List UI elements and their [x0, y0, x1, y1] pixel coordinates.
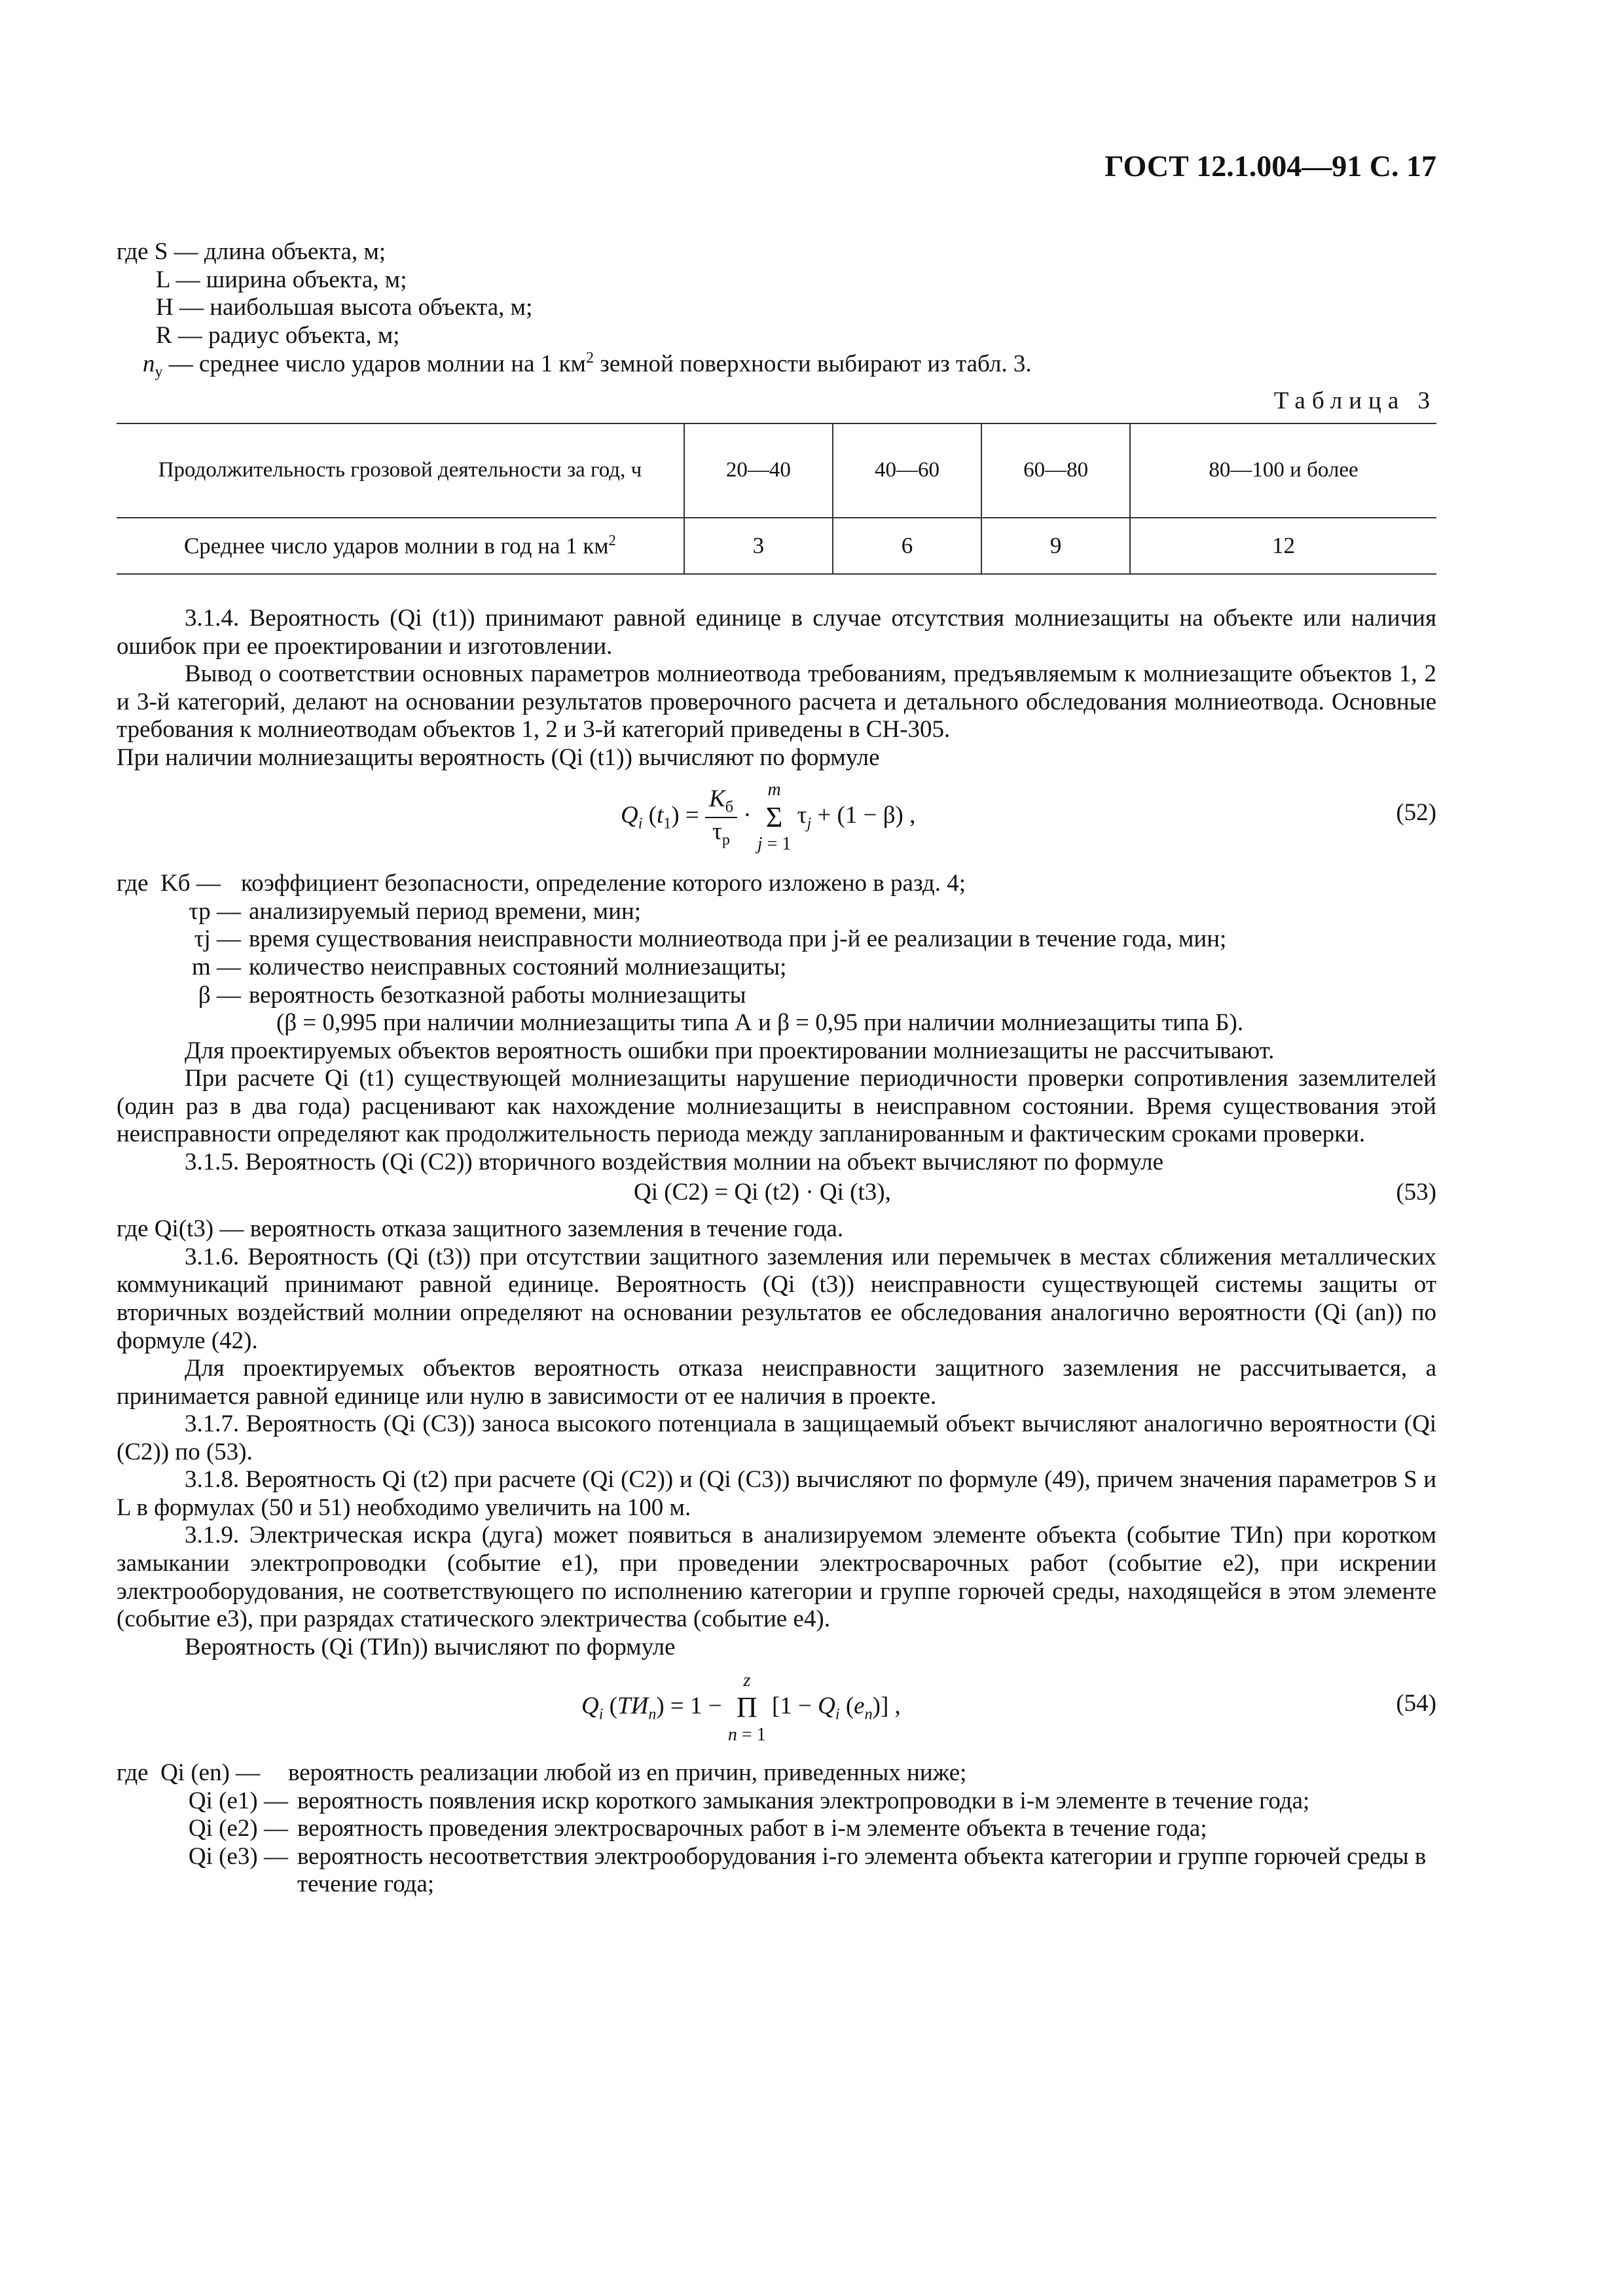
definitions-dimensions [117, 238, 1436, 382]
paragraph-3-1-8: 3.1.8. Вероятность Qi (t2) при расчете (Qi (C2)) и (Qi (C3)) вычисляют по формуле (49), причем значения параметров S и L в формулах (50 и 51) необходимо увеличить на 100 м. [117, 1466, 1436, 1521]
page-header: ГОСТ 12.1.004—91 С. 17 [1104, 149, 1436, 183]
def-m: m — количество неисправных состояний молниезащиты; [191, 954, 787, 981]
formula-52-number: (52) [1396, 799, 1436, 827]
def-qi-en: где Qi (en) — вероятность реализации любой из en причин, приведенных ниже; [117, 1759, 967, 1787]
def-l: L — ширина объекта, м; [156, 266, 407, 293]
paragraph-qt3: где Qi(t3) — вероятность отказа защитного заземления в течение года. [117, 1215, 844, 1243]
table-cell: 6 [833, 518, 981, 574]
formula-53-number: (53) [1396, 1179, 1436, 1206]
def-r: R — радиус объекта, м; [156, 321, 400, 349]
table-cell: 12 [1130, 518, 1436, 574]
formula-53 [117, 1176, 1436, 1215]
definitions-54 [117, 1759, 1436, 1899]
paragraph-design: Для проектируемых объектов вероятность ошибки при проектировании молниезащиты не рассчитывают. [185, 1037, 1275, 1064]
def-s: где S — длина объекта, м; [117, 238, 386, 265]
def-qi-e1: Qi (e1) — вероятность появления искр короткого замыкания электропроводки в i-м элементе в течение года; [188, 1787, 1310, 1814]
def-kb: где Kб — коэффициент безопасности, определение которого изложено в разд. 4; [117, 870, 966, 897]
def-ny: $n_у$ — среднее число ударов молнии на 1 $км^2$ земной поверхности выбирают из табл. 3. [143, 350, 1032, 381]
formula-54-number: (54) [1396, 1690, 1436, 1717]
paragraph-3-1-4: 3.1.4. Вероятность (Qi (t1)) принимают равной единице в случае отсутствия молниезащиты на объекте или наличия ошибок при ее проектировании и изготовлении. [117, 605, 1436, 660]
formula-54-expression: $Q_i$ $(ТИ_n) = 1$ − z Π n = 1 [$1 - Q_i$ $(e_n)$] , [581, 1670, 901, 1745]
paragraph-design-2: Для проектируемых объектов вероятность отказа неисправности защитного заземления не рассчитывается, а принимается равной единице или нулю в зависимости от ее наличия в проекте. [117, 1355, 1436, 1410]
table-row [117, 518, 1436, 574]
table-header-label: Продолжительность грозовой деятельности за год, ч [117, 423, 684, 518]
table-cell: 3 [684, 518, 833, 574]
paragraph-3-1-7: 3.1.7. Вероятность (Qi (C3)) заноса высокого потенциала в защищаемый объект вычисляют аналогично вероятности (Qi (C2)) по (53). [117, 1410, 1436, 1465]
paragraph-tin: Вероятность (Qi (ТИn)) вычисляют по формуле [185, 1633, 676, 1660]
def-beta: β — вероятность безотказной работы молниезащиты [198, 981, 746, 1009]
table-col-1: 20—40 [684, 423, 833, 518]
formula-52-expression: $Q_i$ $(t_1)$ = $\frac{K_б}{\tau_р}$ · m Σ j = 1 $\tau_j + (1 - \beta)$ , [621, 780, 916, 855]
paragraph-3-1-5: 3.1.5. Вероятность (Qi (C2)) вторичного воздействия молнии на объект вычисляют по формуле [185, 1148, 1164, 1175]
paragraph-3-1-9: 3.1.9. Электрическая искра (дуга) может появиться в анализируемом элементе объекта (событие ТИn) при коротком замыкании электропроводки (событие e1), при проведении электросварочных работ (событие e2), при искрении электрооборудования, не соответствующего по исполнению категории и группе горючей среды, находящейся в этом элементе (событие e3), при разрядах статического электричества (событие e4). [117, 1522, 1436, 1633]
def-h: H — наибольшая высота объекта, м; [156, 294, 533, 321]
table-col-3: 60—80 [981, 423, 1130, 518]
table-header-row [117, 423, 1436, 518]
def-tau-p: τр — анализируемый период времени, мин; [189, 897, 642, 925]
formula-52 [117, 772, 1436, 870]
paragraph-conclusion: Вывод о соответствии основных параметров молниеотвода требованиям, предъявляемым к молниезащите объектов 1, 2 и 3-й категорий, делают на основании результатов проверочного расчета и детального обследования молниеотвода. Основные требования к молниеотводам объектов 1, 2 и 3-й категорий приведены в СН-305. [117, 660, 1436, 744]
def-qi-e2: Qi (e2) — вероятность проведения электросварочных работ в i-м элементе объекта в течение года; [188, 1815, 1207, 1842]
table-col-2: 40—60 [833, 423, 981, 518]
table-caption: Таблица 3 [1273, 387, 1436, 414]
formula-53-expression: Qi (C2) = Qi (t2) · Qi (t3), [634, 1179, 891, 1206]
table-row-label: Среднее число ударов молнии в год на 1 $км^2$ [117, 518, 684, 574]
document-page [117, 149, 1436, 1899]
table-col-4: 80—100 и более [1130, 423, 1436, 518]
definitions-52 [117, 870, 1436, 1037]
beta-note: (β = 0,995 при наличии молниезащиты типа А и β = 0,95 при наличии молниезащиты типа Б). [276, 1009, 1244, 1037]
def-tau-j: τj — время существования неисправности молниеотвода при j-й ее реализации в течение года, мин; [194, 925, 1227, 953]
paragraph-with-protection: При наличии молниезащиты вероятность (Qi (t1)) вычисляют по формуле [117, 744, 880, 771]
paragraph-calc: При расчете Qi (t1) существующей молниезащиты нарушение периодичности проверки сопротивления заземлителей (один раз в два года) расценивают как нахождение молниезащиты в неисправном состоянии. Время существования этой неисправности определяют как продолжительность периода между запланированным и фактическим сроками проверки. [117, 1065, 1436, 1148]
table-cell: 9 [981, 518, 1130, 574]
table-3 [117, 423, 1436, 575]
paragraph-3-1-6: 3.1.6. Вероятность (Qi (t3)) при отсутствии защитного заземления или перемычек в местах сближения металлических коммуникаций принимают равной единице. Вероятность (Qi (t3)) неисправности существующей системы защиты от вторичных воздействий молнии определяют на основании результатов ее обследования аналогично вероятности (Qi (an)) по формуле (42). [117, 1243, 1436, 1354]
def-qi-e3: Qi (e3) — вероятность несоответствия электрооборудования i-го элемента объекта категории и группе горючей среды в течение года; [188, 1842, 1427, 1898]
formula-54 [117, 1661, 1436, 1759]
